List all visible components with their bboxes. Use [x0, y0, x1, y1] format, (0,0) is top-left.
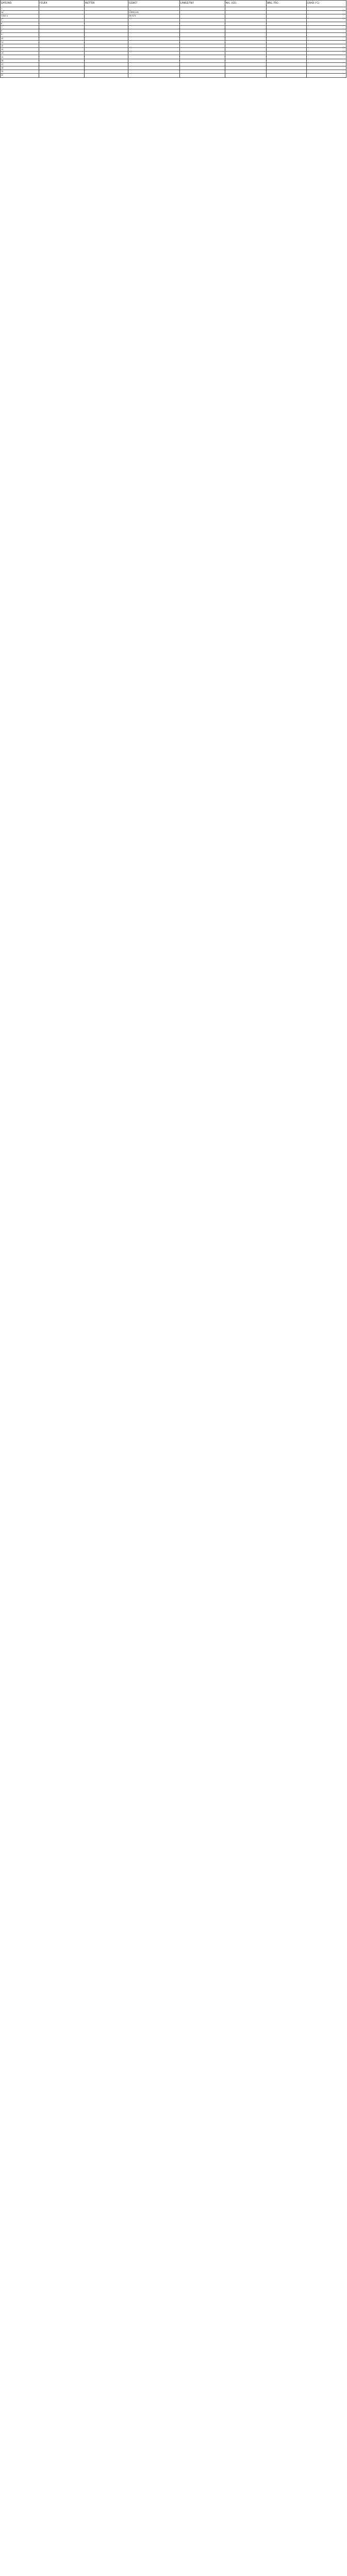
table-cell [307, 40, 346, 44]
table-cell [128, 7, 180, 11]
table-cell [225, 48, 267, 52]
table-cell [85, 11, 128, 14]
table-cell [85, 74, 128, 77]
table-cell [39, 40, 85, 44]
table-cell [128, 62, 180, 66]
table-cell [180, 11, 225, 14]
table-cell [128, 40, 180, 44]
table-cell [85, 18, 128, 22]
table-cell [39, 7, 85, 11]
column-header: GEBIET [128, 1, 180, 7]
table-cell [39, 33, 85, 37]
table-cell: 10 [1, 37, 39, 40]
table-cell [267, 44, 307, 47]
table-cell [267, 74, 307, 77]
table-cell [180, 48, 225, 52]
table-row [1, 44, 346, 47]
table-cell [85, 66, 128, 70]
table-cell [225, 55, 267, 59]
table-cell [85, 7, 128, 11]
table-cell [267, 33, 307, 37]
column-header: LÄNGE/TIEF [180, 1, 225, 7]
table-row [1, 11, 346, 14]
table-cell [225, 11, 267, 14]
table-cell [225, 22, 267, 25]
table-cell [85, 22, 128, 25]
table-cell [225, 37, 267, 40]
table-cell [180, 59, 225, 62]
table-cell [39, 11, 85, 14]
table-body [1, 7, 346, 78]
table-cell [85, 33, 128, 37]
table-cell [225, 14, 267, 18]
table-cell [307, 48, 346, 52]
table-cell [225, 25, 267, 29]
table-cell [267, 59, 307, 62]
table-cell [225, 62, 267, 66]
table-cell: 20 [1, 74, 39, 77]
table-row [1, 25, 346, 29]
table-row [1, 66, 346, 70]
table-cell [180, 18, 225, 22]
table-cell: 8 [1, 29, 39, 33]
table-row [1, 22, 346, 25]
table-cell [39, 18, 85, 22]
table-cell [267, 18, 307, 22]
table-cell [85, 44, 128, 47]
table-cell [128, 25, 180, 29]
table-cell [267, 62, 307, 66]
table-cell [267, 7, 307, 11]
table-row [1, 18, 346, 22]
table-row [1, 7, 346, 11]
table-row [1, 33, 346, 37]
table-cell [307, 37, 346, 40]
table-cell [225, 7, 267, 11]
table-cell [180, 40, 225, 44]
table-cell [225, 40, 267, 44]
table-cell [307, 22, 346, 25]
table-cell [39, 14, 85, 18]
table-cell [225, 59, 267, 62]
table-cell [180, 55, 225, 59]
table-cell [180, 14, 225, 18]
table-cell: 19 [1, 70, 39, 74]
table-cell: 15 [1, 55, 39, 59]
table-cell [39, 25, 85, 29]
table-cell [39, 74, 85, 77]
table-cell [128, 33, 180, 37]
table-cell [128, 70, 180, 74]
table-row [1, 74, 346, 77]
table-cell [307, 7, 346, 11]
table-cell: 11 [1, 40, 39, 44]
table-cell [180, 22, 225, 25]
table-cell [128, 44, 180, 47]
table-cell [128, 29, 180, 33]
table-cell [267, 66, 307, 70]
table-cell [128, 22, 180, 25]
table-cell: 13 [1, 48, 39, 52]
table-cell [39, 22, 85, 25]
table-cell [267, 48, 307, 52]
column-header: WETTER [85, 1, 128, 7]
table-cell [307, 11, 346, 14]
table-cell [180, 25, 225, 29]
table-cell: 6 [1, 22, 39, 25]
table-cell: 7 [1, 25, 39, 29]
table-cell [267, 52, 307, 55]
table-cell: 2a [1, 11, 39, 14]
table-cell [85, 52, 128, 55]
table-cell [225, 18, 267, 22]
table-cell: CON1 a [1, 14, 39, 18]
table-cell [180, 29, 225, 33]
table-cell [85, 40, 128, 44]
table-row [1, 48, 346, 52]
table-cell [307, 44, 346, 47]
table-cell [39, 66, 85, 70]
table-cell [307, 74, 346, 77]
table-cell [307, 25, 346, 29]
table-cell [180, 7, 225, 11]
table-header [1, 1, 346, 7]
table-cell [128, 59, 180, 62]
column-header: GRAD (°C) [307, 1, 346, 7]
table-cell: 5 [1, 18, 39, 22]
table-cell: 9 [1, 33, 39, 37]
column-header: DATE/NO [1, 1, 39, 7]
table-cell [307, 66, 346, 70]
table-cell [39, 48, 85, 52]
table-cell [39, 55, 85, 59]
table-cell: FR EGTC [128, 14, 180, 18]
table-cell [180, 70, 225, 74]
table-cell [128, 52, 180, 55]
table-cell [267, 37, 307, 40]
table-cell [267, 14, 307, 18]
table-cell [39, 37, 85, 40]
table-cell [267, 22, 307, 25]
table-cell [225, 70, 267, 74]
table-cell [267, 29, 307, 33]
table-cell: 18 [1, 66, 39, 70]
table-row [1, 70, 346, 74]
table-cell [85, 55, 128, 59]
table-row [1, 62, 346, 66]
column-header: BRG..FRG [267, 1, 307, 7]
table-cell [85, 62, 128, 66]
table-row [1, 40, 346, 44]
table-cell [180, 52, 225, 55]
table-cell: 12 [1, 44, 39, 47]
table-cell [128, 18, 180, 22]
table-cell [225, 44, 267, 47]
table-cell [180, 66, 225, 70]
table-cell [39, 59, 85, 62]
table-cell [307, 62, 346, 66]
table-cell [307, 70, 346, 74]
table-cell: 14 [1, 52, 39, 55]
table-cell [225, 33, 267, 37]
table-cell [307, 55, 346, 59]
table-cell [307, 59, 346, 62]
table-cell [267, 40, 307, 44]
table-cell [128, 66, 180, 70]
table-cell [85, 29, 128, 33]
table-cell [180, 37, 225, 40]
table-cell [39, 52, 85, 55]
table-cell [267, 25, 307, 29]
table-cell [85, 48, 128, 52]
table-row [1, 59, 346, 62]
table-cell [307, 18, 346, 22]
table-cell [307, 29, 346, 33]
table-cell [128, 74, 180, 77]
table-cell [85, 25, 128, 29]
table-cell: 16 [1, 59, 39, 62]
table-cell: 1 [1, 7, 39, 11]
table-cell [267, 11, 307, 14]
table-cell [307, 52, 346, 55]
table-cell: 17 [1, 62, 39, 66]
table-cell [180, 44, 225, 47]
table-row [1, 55, 346, 59]
table-cell [85, 14, 128, 18]
table-cell [39, 29, 85, 33]
table-row [1, 29, 346, 33]
column-header: NH...(GE) [225, 1, 267, 7]
table-cell [225, 74, 267, 77]
table-row [1, 52, 346, 55]
table-cell [39, 44, 85, 47]
header-row [1, 1, 346, 7]
table-cell [85, 70, 128, 74]
table-cell [128, 55, 180, 59]
table-cell [85, 37, 128, 40]
table-cell [180, 62, 225, 66]
table-cell [180, 74, 225, 77]
table-cell [39, 70, 85, 74]
table-cell [39, 62, 85, 66]
table-cell [225, 66, 267, 70]
table-cell [307, 14, 346, 18]
table-cell [180, 33, 225, 37]
table-cell: CHEM(100) [128, 11, 180, 14]
table-cell [225, 52, 267, 55]
data-table [0, 0, 346, 78]
table-row [1, 37, 346, 40]
column-header: FEUER [39, 1, 85, 7]
table-cell [85, 59, 128, 62]
table-cell [267, 70, 307, 74]
table-cell [128, 48, 180, 52]
table-row [1, 14, 346, 18]
table-cell [307, 33, 346, 37]
table-cell [267, 55, 307, 59]
table-cell [225, 29, 267, 33]
table-cell [128, 37, 180, 40]
